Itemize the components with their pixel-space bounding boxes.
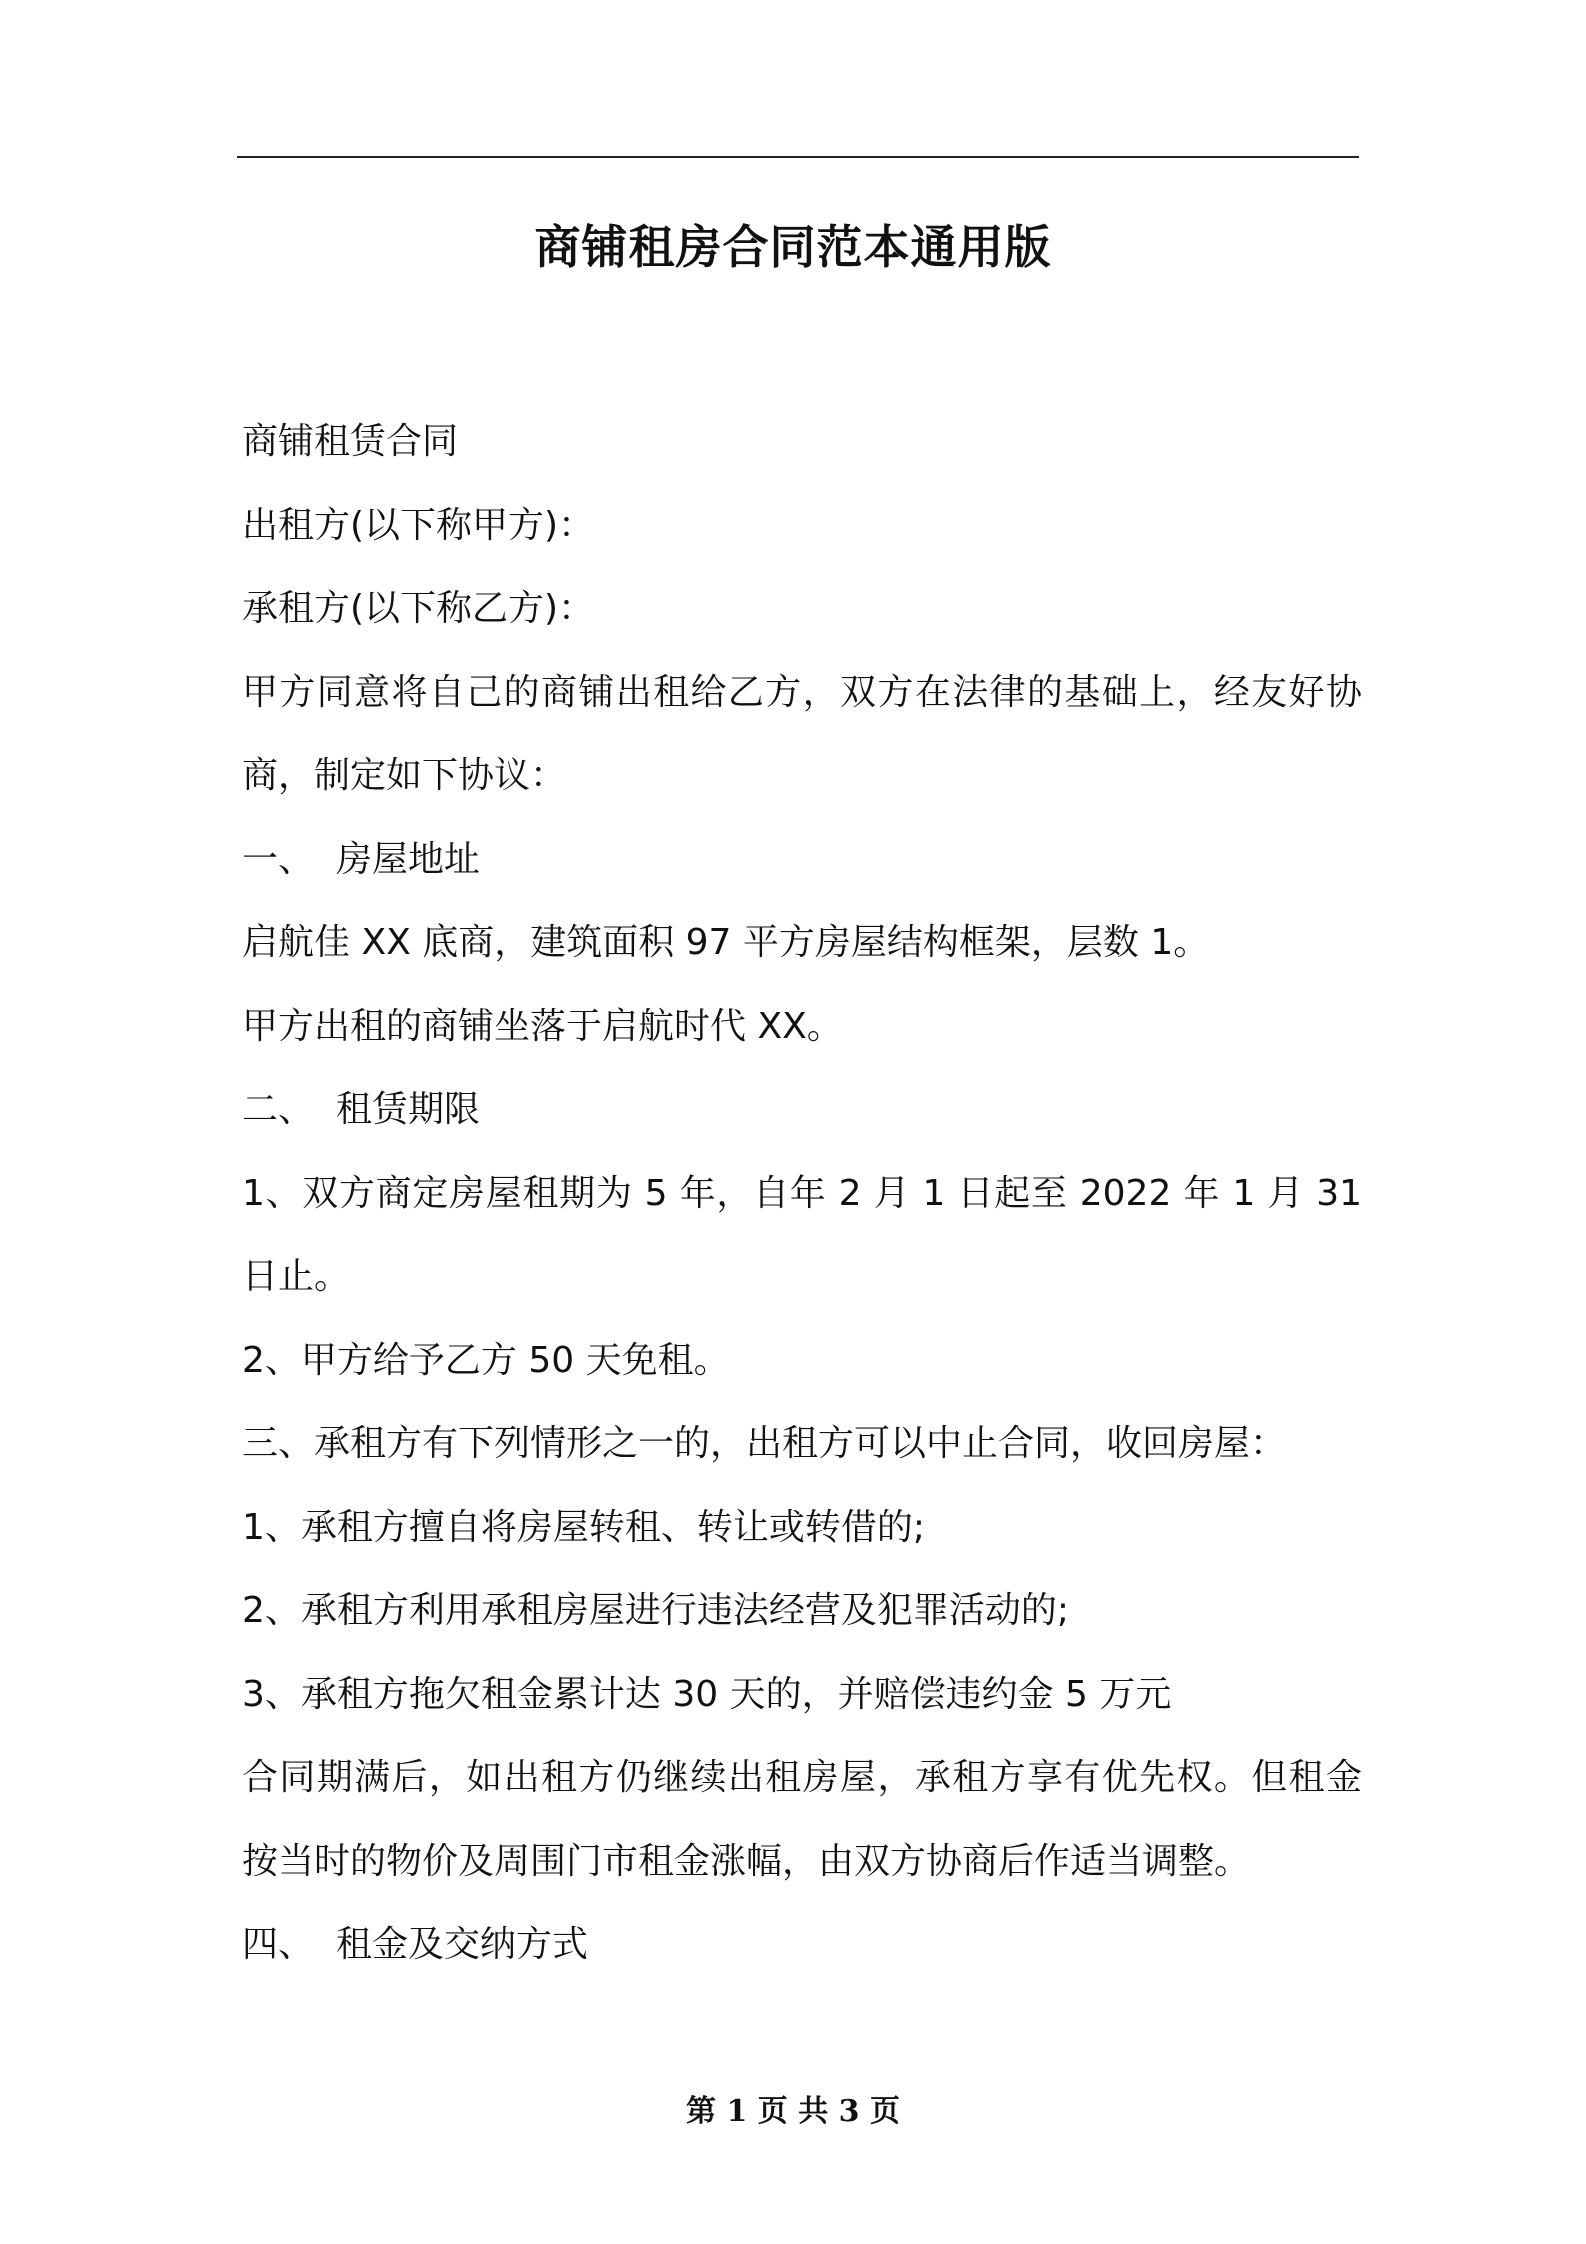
address-detail-line: 启航佳 XX 底商，建筑面积 97 平方房屋结构框架，层数 1。 <box>242 922 1210 963</box>
section-heading-rent <box>242 1903 1362 1987</box>
document-title: 商铺租房合同范本通用版 <box>534 220 1052 274</box>
section-title: 租金及交纳方式 <box>336 1924 589 1965</box>
section-number: 二、 <box>242 1089 315 1130</box>
intro-line-2: 商，制定如下协议： <box>242 755 567 796</box>
renewal-line-1: 合同期满后，如出租方仍继续出租房屋，承租方享有优先权。但租金 <box>242 1757 1362 1798</box>
contract-name-line: 商铺租赁合同 <box>242 421 459 462</box>
section-number: 一、 <box>242 838 315 880</box>
section-title: 租赁期限 <box>336 1089 481 1130</box>
term-clause-1-line-2: 日止。 <box>242 1256 351 1297</box>
section-number: 四、 <box>242 1924 315 1965</box>
term-clause-1-line-1: 1、双方商定房屋租期为 5 年，自年 2 月 1 日起至 2022 年 1 月 31 <box>242 1172 1362 1214</box>
term-clause-2: 2、甲方给予乙方 50 天免租。 <box>242 1339 730 1381</box>
termination-clause-3: 3、承租方拖欠租金累计达 30 天的，并赔偿违约金 5 万元 <box>242 1673 1172 1715</box>
termination-clause-2: 2、承租方利用承租房屋进行违法经营及犯罪活动的; <box>242 1590 1070 1631</box>
intro-line-1: 甲方同意将自己的商铺出租给乙方，双方在法律的基础上，经友好协 <box>242 671 1362 713</box>
lessor-line: 出租方(以下称甲方)： <box>242 504 595 546</box>
section-title: 房屋地址 <box>336 838 481 880</box>
termination-clause-1: 1、承租方擅自将房屋转租、转让或转借的; <box>242 1506 926 1548</box>
section-heading-term <box>242 1068 1362 1152</box>
termination-heading: 三、承租方有下列情形之一的，出租方可以中止合同，收回房屋： <box>242 1423 1287 1464</box>
lessee-line: 承租方(以下称乙方)： <box>242 588 595 629</box>
address-location-line: 甲方出租的商铺坐落于启航时代 XX。 <box>242 1005 843 1047</box>
document-body <box>242 400 1362 1987</box>
renewal-line-2: 按当时的物价及周围门市租金涨幅，由双方协商后作适当调整。 <box>242 1840 1251 1882</box>
page-number-footer: 第 1 页 共 3 页 <box>686 2094 900 2129</box>
section-heading-address <box>242 818 1362 902</box>
header-rule <box>237 156 1359 158</box>
